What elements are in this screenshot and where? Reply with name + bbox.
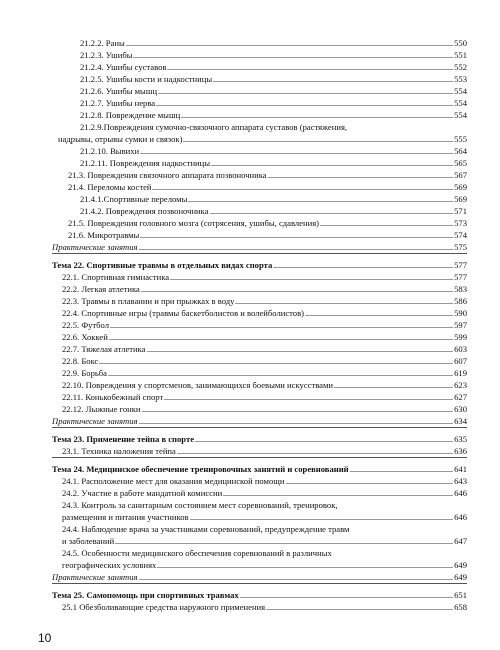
toc-entry[interactable] — [62, 379, 467, 391]
toc-entry-text: 21.2.3. Ушибы — [80, 50, 133, 60]
toc-page-number: 571 — [454, 206, 467, 216]
toc-entry-text: 21.2.5. Ушибы кости и надкостницы — [80, 74, 213, 84]
dot-leader — [177, 453, 453, 454]
toc-entry-text: 24.2. Участие в работе мандатной комиссии — [62, 488, 223, 498]
toc-entry[interactable] — [68, 217, 467, 229]
toc-page-number: 552 — [454, 62, 467, 72]
toc-entry-continuation: географических условиях — [62, 560, 157, 570]
toc-entry-text: 22.3. Травмы в плавании и при прыжках в воду — [62, 296, 235, 306]
toc-page-number: 567 — [454, 170, 467, 180]
dot-leader — [141, 291, 453, 292]
dot-leader — [156, 105, 453, 106]
toc-page-number: 603 — [454, 344, 467, 354]
section-divider — [52, 253, 467, 254]
dot-leader — [157, 567, 453, 568]
toc-entry[interactable] — [80, 193, 467, 205]
toc-entry[interactable] — [80, 61, 467, 73]
toc-entry[interactable] — [80, 109, 467, 121]
toc-entry[interactable] — [62, 511, 467, 523]
toc-page-number: 569 — [454, 182, 467, 192]
toc-entry-text: Практические занятия — [52, 242, 138, 252]
dot-leader — [211, 165, 453, 166]
dot-leader — [108, 375, 453, 376]
dot-leader — [139, 249, 454, 250]
dot-leader — [115, 543, 453, 544]
toc-page-number: 577 — [454, 260, 467, 270]
toc-entry-text: 21.2.11. Повреждения надкостницы — [80, 158, 211, 168]
toc-entry-text: 21.2.2. Раны — [80, 38, 125, 48]
toc-entry[interactable] — [62, 475, 467, 487]
toc-entry[interactable] — [52, 463, 467, 475]
toc-entry[interactable] — [52, 241, 467, 253]
toc-page-number: 641 — [454, 464, 467, 474]
toc-page-number: 551 — [454, 50, 467, 60]
toc-entry[interactable] — [62, 535, 467, 547]
toc-entry-text: 22.8. Бокс — [62, 356, 99, 366]
toc-page-number: 554 — [454, 98, 467, 108]
dot-leader — [99, 363, 453, 364]
dot-leader — [110, 327, 453, 328]
toc-entry-text: 24.4. Наблюдение врача за участниками соревнований, предупреждение травм — [62, 524, 350, 534]
toc-entry-text: 22.12. Лыжные гонки — [62, 404, 141, 414]
toc-page-number: 646 — [454, 488, 467, 498]
section-divider — [52, 583, 467, 584]
toc-entry[interactable] — [80, 49, 467, 61]
dot-leader — [195, 441, 453, 442]
dot-leader — [223, 495, 453, 496]
section-divider — [52, 457, 467, 458]
dot-leader — [142, 411, 454, 412]
dot-leader — [210, 213, 454, 214]
toc-page-number: 643 — [454, 476, 467, 486]
toc-entry-text: Тема 22. Спортивные травмы в отдельных видах спорта — [52, 260, 273, 270]
toc-entry-text: 21.4.1.Спортивные переломы — [80, 194, 188, 204]
toc-entry[interactable] — [62, 367, 467, 379]
toc-entry[interactable] — [68, 181, 467, 193]
dot-leader — [133, 57, 453, 58]
dot-leader — [139, 579, 454, 580]
dot-leader — [286, 483, 454, 484]
dot-leader — [170, 279, 453, 280]
dot-leader — [158, 93, 453, 94]
toc-entry[interactable] — [52, 589, 467, 601]
toc-entry-text: 22.7. Тяжелая атлетика — [62, 344, 146, 354]
toc-entry-text: 24.3. Контроль за санитарным состоянием мест соревнований, тренировок, — [62, 500, 338, 510]
dot-leader — [183, 141, 453, 142]
dot-leader — [140, 237, 453, 238]
toc-entry[interactable] — [62, 271, 467, 283]
toc-entry-text: 21.2.6. Ушибы мышц — [80, 86, 158, 96]
toc-page-number: 583 — [454, 284, 467, 294]
section-divider — [52, 427, 467, 428]
toc-entry-text: 21.2.4. Ушибы суставов — [80, 62, 167, 72]
toc-entry[interactable] — [62, 355, 467, 367]
toc-entry[interactable] — [62, 487, 467, 499]
toc-entry[interactable] — [52, 433, 467, 445]
toc-page-number: 634 — [454, 416, 467, 426]
toc-entry[interactable] — [62, 295, 467, 307]
toc-page-number: 636 — [454, 446, 467, 456]
toc-entry[interactable] — [62, 445, 467, 457]
toc-entry-text: 22.1. Спортивная гимнастика — [62, 272, 170, 282]
toc-page-number: 623 — [454, 380, 467, 390]
dot-leader — [188, 201, 453, 202]
toc-page-number: 574 — [454, 230, 467, 240]
toc-entry[interactable] — [52, 259, 467, 271]
toc-page-number: 586 — [454, 296, 467, 306]
dot-leader — [240, 597, 453, 598]
dot-leader — [266, 609, 453, 610]
toc-entry-text: 22.10. Повреждения у спортсменов, занимающихся боевыми искусствами — [62, 380, 333, 390]
dot-leader — [320, 225, 453, 226]
toc-page-number: 554 — [454, 110, 467, 120]
dot-leader — [164, 399, 453, 400]
dot-leader — [140, 153, 453, 154]
toc-page-number: 569 — [454, 194, 467, 204]
toc-entry-text: 22.2. Легкая атлетика — [62, 284, 140, 294]
toc-page-number: 646 — [454, 512, 467, 522]
toc-entry[interactable] — [68, 169, 467, 181]
toc-page-number: 649 — [454, 572, 467, 582]
toc-entry[interactable] — [80, 97, 467, 109]
toc-entry[interactable] — [80, 157, 467, 169]
toc-entry-text: 22.5. Футбол — [62, 320, 110, 330]
toc-page-number: 630 — [454, 404, 467, 414]
toc-page-number: 550 — [454, 38, 467, 48]
toc-entry[interactable] — [62, 559, 467, 571]
toc-entry[interactable] — [68, 229, 467, 241]
toc-page-number: 649 — [454, 560, 467, 570]
toc-page-number: 635 — [454, 434, 467, 444]
toc-entry[interactable] — [58, 133, 467, 145]
toc-entry-continuation: размещения и питания участников — [62, 512, 189, 522]
toc-page-number: 590 — [454, 308, 467, 318]
toc-page-number: 597 — [454, 320, 467, 330]
toc-entry[interactable] — [80, 37, 467, 49]
toc-entry-text: 24.1. Расположение мест для оказания медицинской помощи — [62, 476, 285, 486]
toc-entry[interactable] — [62, 601, 467, 613]
toc-page-number: 651 — [454, 590, 467, 600]
dot-leader — [273, 267, 453, 268]
dot-leader — [139, 423, 454, 424]
toc-page-number: 647 — [454, 536, 467, 546]
toc-entry-text: 23.1. Техника наложения тейпа — [62, 446, 176, 456]
dot-leader — [334, 387, 453, 388]
toc-entry[interactable] — [62, 343, 467, 355]
toc-entry-text: 21.3. Повреждения связочного аппарата позвоночника — [68, 170, 267, 180]
dot-leader — [126, 45, 453, 46]
dot-leader — [152, 189, 453, 190]
toc-entry[interactable] — [80, 73, 467, 85]
toc-page-number: 627 — [454, 392, 467, 402]
toc-entry-text: Тема 24. Медицинское обеспечение тренировочных занятий и соревнований — [52, 464, 349, 474]
toc-entry-text: 21.5. Повреждения головного мозга (сотрясения, ушибы, сдавления) — [68, 218, 320, 228]
toc-entry-text: 21.4.2. Повреждения позвоночника — [80, 206, 209, 216]
page-number: 10 — [38, 631, 52, 645]
dot-leader — [109, 339, 453, 340]
toc-entry-text: 22.4. Спортивные игры (травмы баскетболистов и волейболистов) — [62, 308, 305, 318]
toc-entry-text: 21.4. Переломы костей — [68, 182, 152, 192]
toc-entry-text: 24.5. Особенности медицинского обеспечения соревнований в различных — [62, 548, 332, 558]
toc-page-number: 599 — [454, 332, 467, 342]
toc-entry-text: 22.9. Борьба — [62, 368, 107, 378]
toc-entry-text: Тема 25. Самопомощь при спортивных травмах — [52, 590, 239, 600]
toc-entry[interactable] — [52, 571, 467, 583]
toc-entry[interactable] — [62, 403, 467, 415]
toc-entry-text: Практические занятия — [52, 416, 138, 426]
toc-entry-text: 22.6. Хоккей — [62, 332, 108, 342]
toc-entry[interactable] — [62, 331, 467, 343]
toc-entry[interactable] — [80, 85, 467, 97]
dot-leader — [235, 303, 453, 304]
toc-entry-text: Практические занятия — [52, 572, 138, 582]
toc-entry-text: 22.11. Конькобежный спорт — [62, 392, 164, 402]
toc-page-number: 658 — [454, 602, 467, 612]
toc-page-number: 554 — [454, 86, 467, 96]
dot-leader — [350, 471, 454, 472]
toc-entry-continuation: надрывы, отрывы сумки и связок) — [58, 134, 183, 144]
toc-entry[interactable] — [62, 391, 467, 403]
toc-page-number: 607 — [454, 356, 467, 366]
toc-page-number: 553 — [454, 74, 467, 84]
toc-entry[interactable] — [80, 145, 467, 157]
toc-entry[interactable] — [62, 319, 467, 331]
toc-entry[interactable] — [62, 283, 467, 295]
dot-leader — [147, 351, 454, 352]
toc-page-number: 555 — [454, 134, 467, 144]
dot-leader — [167, 69, 453, 70]
dot-leader — [268, 177, 454, 178]
toc-entry[interactable] — [80, 205, 467, 217]
toc-page-number: 565 — [454, 158, 467, 168]
toc-entry-text: 21.2.7. Ушибы нерва — [80, 98, 156, 108]
toc-page-number: 575 — [454, 242, 467, 252]
toc-entry-text: 21.2.10. Вывихи — [80, 146, 140, 156]
dot-leader — [305, 315, 453, 316]
toc-page-number: 577 — [454, 272, 467, 282]
toc-page-number: 564 — [454, 146, 467, 156]
toc-entry-text: Тема 23. Применение тейпа в спорте — [52, 434, 195, 444]
toc-page-number: 573 — [454, 218, 467, 228]
toc-entry[interactable] — [52, 415, 467, 427]
dot-leader — [213, 81, 453, 82]
toc-entry[interactable] — [62, 307, 467, 319]
toc-entry-text: 21.6. Микротравмы — [68, 230, 140, 240]
toc-entry-text: 21.2.8. Повреждение мышц — [80, 110, 181, 120]
toc-entry-continuation: и заболеваний — [62, 536, 115, 546]
toc-page-number: 619 — [454, 368, 467, 378]
dot-leader — [181, 117, 453, 118]
dot-leader — [190, 519, 454, 520]
toc-entry-text: 25.1 Обезболивающие средства наружного применения — [62, 602, 266, 612]
toc-entry-text: 21.2.9.Повреждения сумочно-связочного аппарата суставов (растяжения, — [80, 122, 348, 132]
